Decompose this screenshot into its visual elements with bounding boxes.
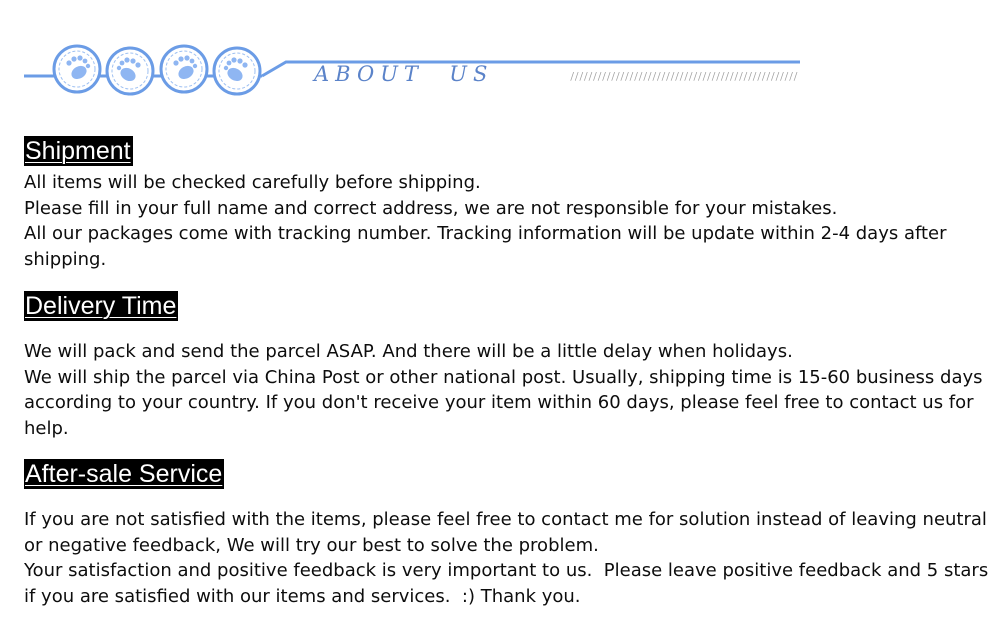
footprint-icon bbox=[107, 48, 153, 94]
footprint-icon bbox=[161, 46, 207, 92]
banner-graphic bbox=[0, 0, 1000, 110]
section-heading-shipment: Shipment bbox=[25, 137, 131, 165]
footprint-icon bbox=[214, 48, 260, 94]
section-body-after-sale-service bbox=[24, 507, 992, 609]
paragraph: Your satisfaction and positive feedback is very important to us. Please leave positive feedback and 5 stars if you are satisfied with our items and services. :) Thank you. bbox=[24, 560, 994, 607]
about-us-title: ABOUT US bbox=[314, 62, 494, 86]
paragraph: Please fill in your full name and correct address, we are not responsible for your mistakes. bbox=[24, 197, 838, 219]
footprint-icon bbox=[54, 46, 100, 92]
section-body-delivery-time bbox=[24, 339, 992, 441]
paragraph: All items will be checked carefully before shipping. bbox=[24, 172, 481, 193]
section-heading-after-sale-service: After-sale Service bbox=[25, 460, 223, 488]
slash-decoration: ////////////////////////////////////////////////// bbox=[570, 70, 798, 83]
section-body-shipment bbox=[24, 170, 992, 272]
paragraph: We will pack and send the parcel ASAP. And there will be a little delay when holidays. bbox=[24, 341, 793, 362]
paragraph: All our packages come with tracking number. Tracking information will be update within 2-4 days after shipping. bbox=[24, 223, 953, 270]
section-heading-delivery-time: Delivery Time bbox=[25, 292, 177, 320]
about-us-banner bbox=[0, 0, 1000, 110]
paragraph: If you are not satisfied with the items, please feel free to contact me for solution instead of leaving neutral or negative feedback, We will try our best to solve the problem. bbox=[24, 509, 993, 556]
paragraph: We will ship the parcel via China Post or other national post. Usually, shipping time is 15-60 business days according to your country. If you don't receive your item within 60 days, please feel free to contact us for help. bbox=[24, 366, 989, 439]
